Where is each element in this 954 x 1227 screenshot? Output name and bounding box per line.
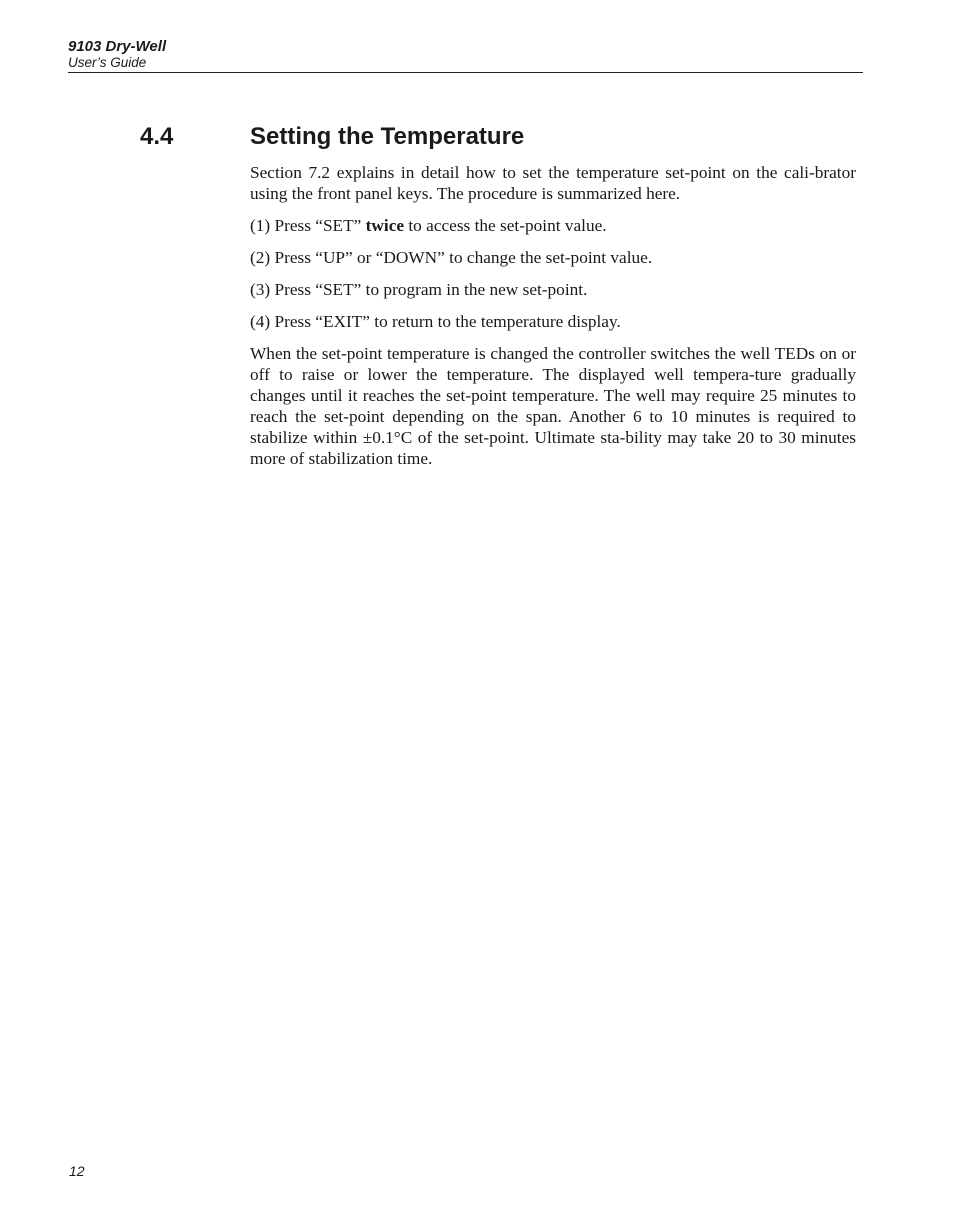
step-4: (4) Press “EXIT” to return to the temperature display. <box>250 312 621 331</box>
step-1-before: (1) Press “SET” <box>250 216 366 235</box>
step-1 <box>250 215 856 236</box>
page-number: 12 <box>69 1163 85 1179</box>
section-number: 4.4 <box>140 123 174 150</box>
running-header <box>68 38 863 73</box>
section-body <box>250 162 856 480</box>
step-2: (2) Press “UP” or “DOWN” to change the set-point value. <box>250 248 653 267</box>
intro-paragraph: Section 7.2 explains in detail how to set the temperature set-point on the cali-brator using the front panel keys. The procedure is summarized here. <box>250 163 856 203</box>
step-1-emphasis: twice <box>365 216 405 235</box>
header-guide-name: User’s Guide <box>68 55 147 70</box>
closing-paragraph: When the set-point temperature is changed the controller switches the well TEDs on or off to raise or lower the temperature. The displayed well tempera-ture gradually changes until it reaches the set-point temperature. The well may require 25 minutes to reach the set-point depending on the span. Another 6 to 10 minutes is required to stabilize within ±0.1°C of the set-point. Ultimate sta-bility may take 20 to 30 minutes more of stabilization time. <box>250 344 856 468</box>
step-3: (3) Press “SET” to program in the new set-point. <box>250 280 588 299</box>
section-title: Setting the Temperature <box>250 123 525 150</box>
header-product-name: 9103 Dry-Well <box>68 38 167 55</box>
section-heading <box>140 122 863 152</box>
step-1-after: to access the set-point value. <box>404 216 607 235</box>
